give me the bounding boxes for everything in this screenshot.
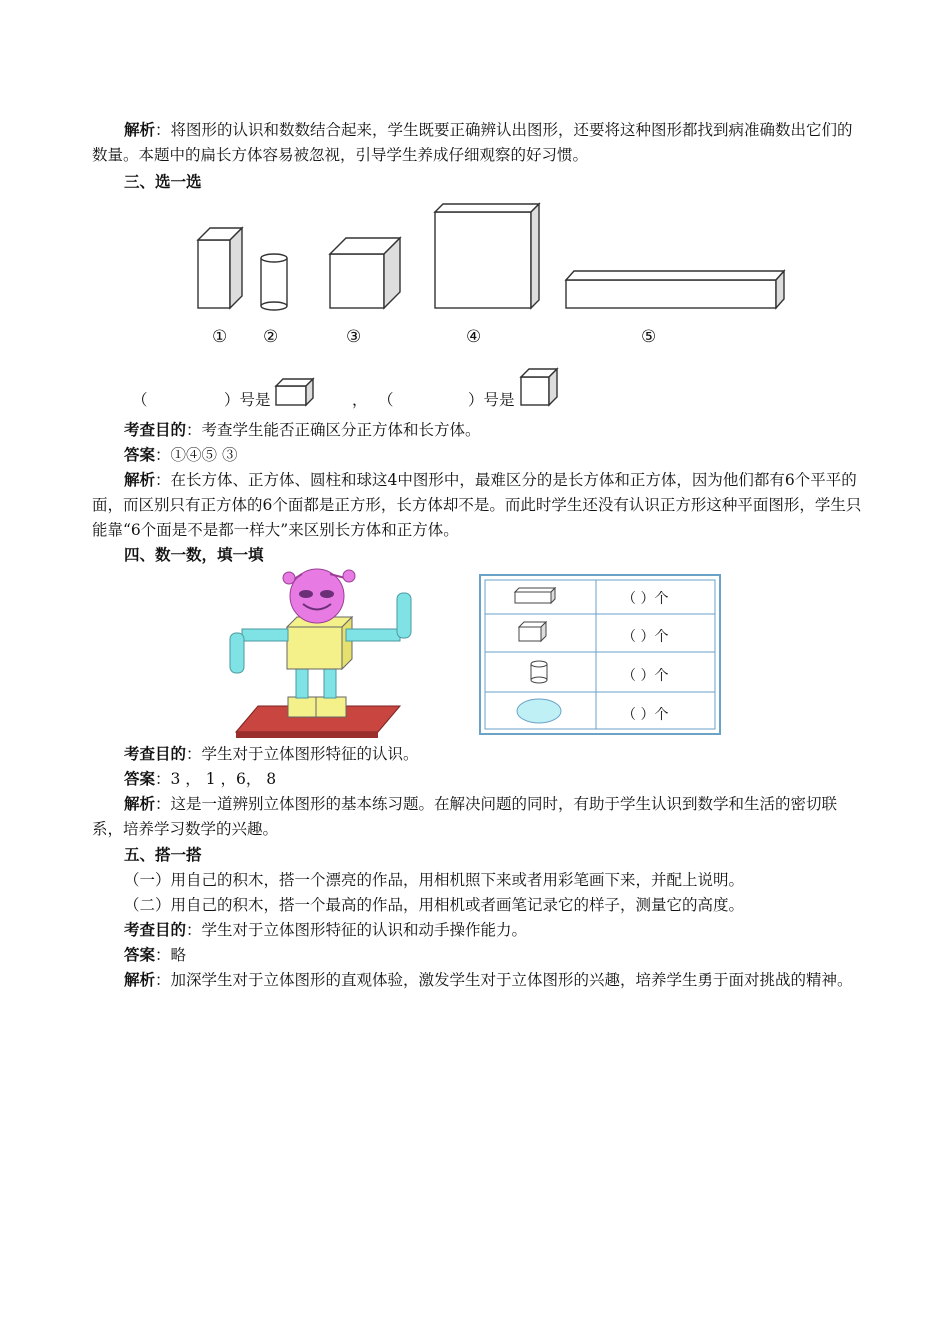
label-1: ① xyxy=(212,327,228,347)
q-open-1: （ xyxy=(132,391,148,409)
section-5-heading: 五、搭一搭 xyxy=(124,846,202,864)
s4-purpose: 考查目的：学生对于立体图形特征的认识。 xyxy=(124,745,419,763)
label-4: ④ xyxy=(466,327,482,347)
s5-answer: 答案：略 xyxy=(124,946,187,964)
s4-analysis: 解析：这是一道辨别立体图形的基本练习题。在解决问题的同时，有助于学生认识到数学和生活的密切联系，培养学习数学的兴趣。 xyxy=(92,795,838,838)
q-open-2: （ xyxy=(378,391,394,409)
s3-analysis: 解析：在长方体、正方体、圆柱和球这4中图形中，最难区分的是长方体和正方体，因为他们都有6个平平的面，而区别只有正方体的6个面都是正方形，长方体却不是。而此时学生还没有认识正方形这种平面图形，学生只能靠“6个面是不是都一样大”来区别长方体和正方体。 xyxy=(92,471,862,539)
analysis-label: 解析 xyxy=(124,121,156,139)
section-3-heading: 三、选一选 xyxy=(124,173,202,191)
table-row-3-count: （ ）个 xyxy=(622,668,669,684)
analysis-text: ：将图形的认识和数数结合起来，学生既要正确辨认出图形，还要将这种图形都找到病准确数出它们的数量。本题中的扁长方体容易被忽视，引导学生养成仔细观察的好习惯。 xyxy=(92,121,853,164)
q-close-2: ）号是 xyxy=(468,391,515,409)
s5-item-2: （二）用自己的积木，搭一个最高的作品，用相机或者画笔记录它的样子，测量它的高度。 xyxy=(124,896,745,914)
label-3: ③ xyxy=(346,327,362,347)
s5-analysis: 解析：加深学生对于立体图形的直观体验，激发学生对于立体图形的兴趣，培养学生勇于面对挑战的精神。 xyxy=(124,971,853,989)
s3-purpose: 考查目的：考查学生能否正确区分正方体和长方体。 xyxy=(124,421,481,439)
section-4-heading: 四、数一数，填一填 xyxy=(124,546,264,564)
s3-answer: 答案：①④⑤ ③ xyxy=(124,446,238,464)
label-2: ② xyxy=(263,327,279,347)
table-row-1-count: （ ）个 xyxy=(622,591,669,607)
q-close-1: ）号是 xyxy=(224,391,271,409)
s5-item-1: （一）用自己的积木，搭一个漂亮的作品，用相机照下来或者用彩笔画下来，并配上说明。 xyxy=(124,871,745,889)
table-row-4-count: （ ）个 xyxy=(622,707,669,723)
label-5: ⑤ xyxy=(641,327,657,347)
q-comma: ， xyxy=(352,391,368,409)
s5-purpose: 考查目的：学生对于立体图形特征的认识和动手操作能力。 xyxy=(124,921,528,939)
s4-answer: 答案：3 ， 1 ，6， 8 xyxy=(124,770,277,788)
table-row-2-count: （ ）个 xyxy=(622,629,669,645)
